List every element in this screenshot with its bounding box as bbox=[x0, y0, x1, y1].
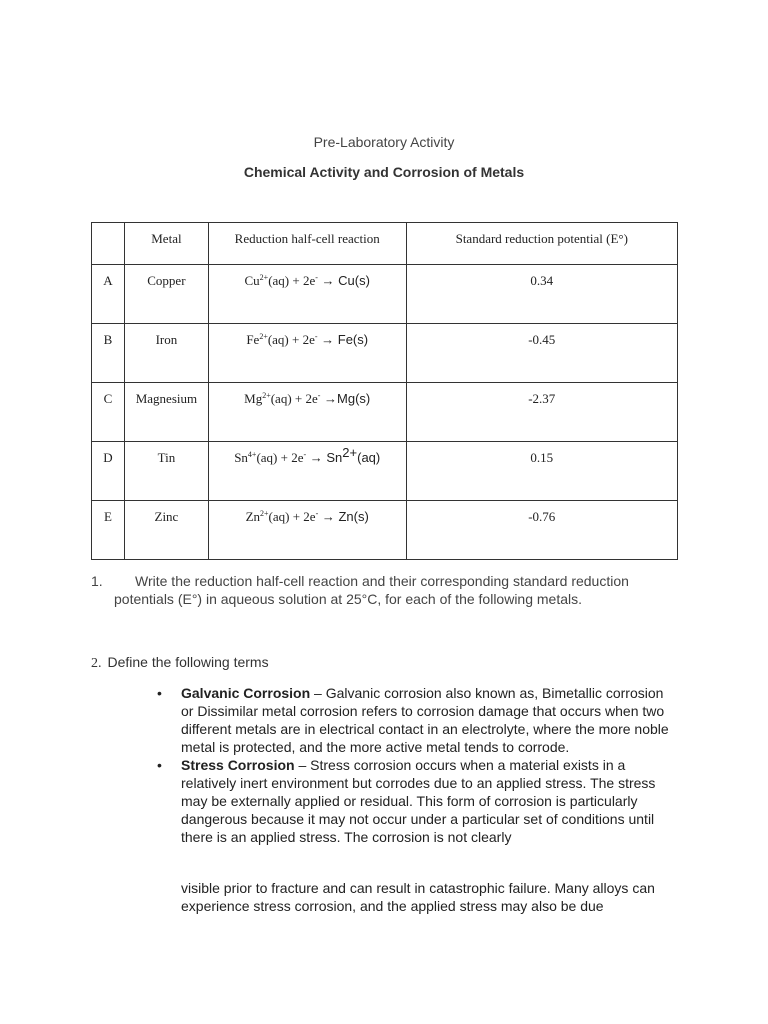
row-potential: 0.15 bbox=[406, 442, 677, 501]
row-reaction bbox=[208, 265, 406, 324]
term-definition: – Stress corrosion occurs when a material exists in a relatively inert environment but corrodes due to an applied stress. The stress may be externally applied or residual. This form of corrosion is particularly dangerous because it may not occur under a particular set of conditions until there is an applied stress. The corrosion is not clearly bbox=[181, 757, 656, 845]
term-name: Galvanic Corrosion bbox=[181, 685, 311, 701]
term-name: Stress Corrosion bbox=[181, 757, 295, 773]
reaction-arrow: → bbox=[306, 450, 327, 465]
definition-continuation: visible prior to fracture and can result in catastrophic failure. Many alloys can experience stress corrosion, and the applied stress may also be due bbox=[181, 880, 655, 914]
row-potential: -0.45 bbox=[406, 324, 677, 383]
row-potential: -2.37 bbox=[406, 383, 677, 442]
question-1-line2: potentials (E°) in aqueous solution at 25°C, for each of the following metals. bbox=[114, 591, 583, 607]
bullet-icon: • bbox=[157, 685, 162, 701]
reaction-ion: Sn bbox=[234, 450, 248, 465]
row-label: D bbox=[92, 442, 125, 501]
header-label bbox=[92, 223, 125, 265]
row-metal: Zinc bbox=[124, 501, 208, 560]
list-item bbox=[155, 756, 675, 846]
reaction-arrow: → bbox=[317, 273, 339, 288]
row-metal: Copper bbox=[124, 265, 208, 324]
question-1-number: 1. bbox=[91, 573, 103, 589]
electron-charge: - bbox=[315, 273, 318, 282]
header-reaction: Reduction half-cell reaction bbox=[208, 223, 406, 265]
row-label: B bbox=[92, 324, 125, 383]
table-row bbox=[92, 383, 678, 442]
page-title: Chemical Activity and Corrosion of Metals bbox=[243, 164, 525, 180]
row-label: A bbox=[92, 265, 125, 324]
page-subtitle: Pre-Laboratory Activity bbox=[313, 134, 455, 150]
table-row bbox=[92, 501, 678, 560]
row-reaction bbox=[208, 383, 406, 442]
row-metal: Magnesium bbox=[124, 383, 208, 442]
row-reaction bbox=[208, 442, 406, 501]
reaction-mid: (aq) + 2e bbox=[267, 332, 315, 347]
question-2-text: Define the following terms bbox=[107, 654, 269, 670]
row-potential: -0.76 bbox=[406, 501, 677, 560]
question-1-line1: Write the reduction half-cell reaction and their corresponding standard reduction bbox=[135, 573, 629, 589]
reaction-product-tail: (aq) bbox=[357, 450, 381, 465]
reaction-ion: Fe bbox=[246, 332, 260, 347]
term-definition: – Galvanic corrosion also known as, Bimetallic corrosion or Dissimilar metal corrosion refers to corrosion damage that occurs when two different metals are in electrical contact in an electrolyte, where the more noble metal is protected, and the more active metal tends to corrode. bbox=[181, 685, 669, 755]
reaction-arrow: → bbox=[317, 332, 338, 347]
reaction-ion: Mg bbox=[244, 391, 263, 406]
table-row bbox=[92, 324, 678, 383]
reaction-product: Mg(s) bbox=[337, 391, 371, 406]
ion-charge: 2+ bbox=[262, 391, 271, 400]
reaction-arrow: → bbox=[318, 509, 339, 524]
row-potential: 0.34 bbox=[406, 265, 677, 324]
table-row bbox=[92, 442, 678, 501]
reaction-product: Zn(s) bbox=[338, 509, 369, 524]
header-potential: Standard reduction potential (E°) bbox=[406, 223, 677, 265]
question-1 bbox=[91, 572, 681, 608]
row-metal: Tin bbox=[124, 442, 208, 501]
header-metal: Metal bbox=[124, 223, 208, 265]
reaction-arrow: → bbox=[320, 391, 338, 406]
row-metal: Iron bbox=[124, 324, 208, 383]
reaction-mid: (aq) + 2e bbox=[268, 509, 316, 524]
question-2 bbox=[91, 654, 269, 672]
row-reaction bbox=[208, 324, 406, 383]
row-label: C bbox=[92, 383, 125, 442]
row-reaction bbox=[208, 501, 406, 560]
electron-charge: - bbox=[317, 391, 321, 400]
ion-charge: 2+ bbox=[259, 273, 269, 282]
electron-charge: - bbox=[314, 332, 318, 341]
bullet-icon: • bbox=[157, 757, 162, 773]
table-header-row bbox=[92, 223, 678, 265]
row-label: E bbox=[92, 501, 125, 560]
electron-charge: - bbox=[315, 509, 319, 518]
reaction-mid: (aq) + 2e bbox=[268, 273, 316, 288]
reaction-mid: (aq) + 2e bbox=[270, 391, 318, 406]
reaction-product: Cu(s) bbox=[338, 273, 370, 288]
reaction-ion: Zn bbox=[245, 509, 261, 524]
electron-charge: - bbox=[303, 450, 307, 459]
reaction-ion: Cu bbox=[244, 273, 260, 288]
metals-table bbox=[91, 222, 678, 560]
ion-charge: 2+ bbox=[260, 509, 269, 518]
ion-charge: 4+ bbox=[247, 450, 257, 459]
list-item bbox=[155, 684, 675, 756]
reaction-product: Sn bbox=[326, 450, 343, 465]
reaction-mid: (aq) + 2e bbox=[256, 450, 304, 465]
table-row bbox=[92, 265, 678, 324]
product-charge: 2+ bbox=[342, 445, 358, 460]
reaction-product: Fe(s) bbox=[337, 332, 369, 347]
ion-charge: 2+ bbox=[259, 332, 268, 341]
terms-list bbox=[155, 684, 675, 846]
question-2-number: 2. bbox=[91, 656, 102, 671]
